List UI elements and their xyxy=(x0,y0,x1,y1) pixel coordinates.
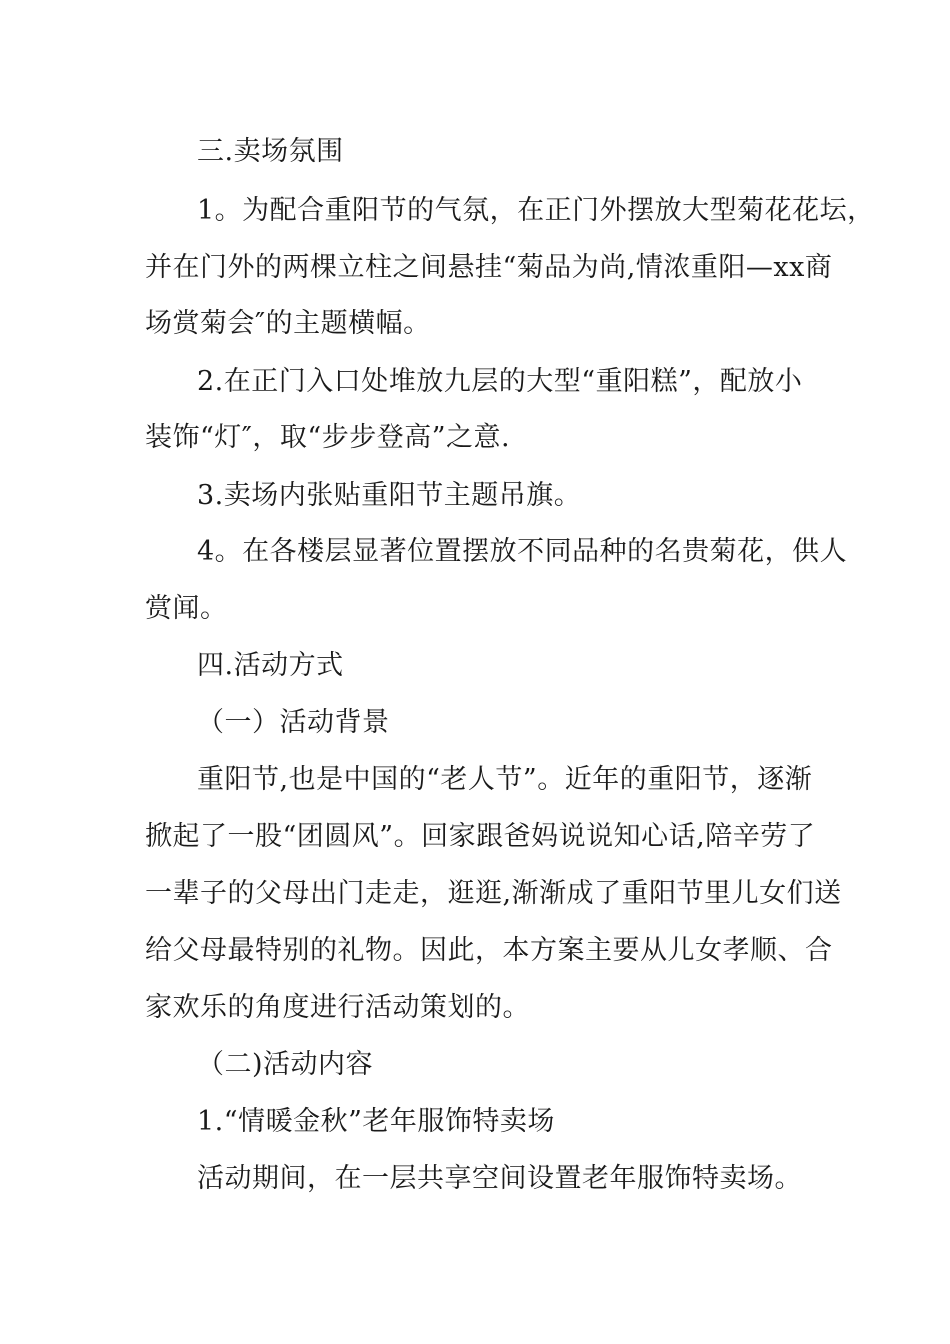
paragraph-line: 装饰“灯″，取“步步登高”之意. xyxy=(145,422,511,453)
paragraph-line: 1。为配合重阳节的气氛，在正门外摆放大型菊花花坛， xyxy=(197,195,875,226)
paragraph-line: 2.在正门入口处堆放九层的大型“重阳糕”，配放小 xyxy=(197,366,803,397)
section-heading-activity-method: 四.活动方式 xyxy=(197,650,344,681)
paragraph-line: 重阳节,也是中国的“老人节”。近年的重阳节，逐渐 xyxy=(197,764,813,795)
paragraph-line: 一辈子的父母出门走走，逛逛,渐渐成了重阳节里儿女们送 xyxy=(145,878,842,909)
subsection-heading-background: （一）活动背景 xyxy=(197,707,390,738)
paragraph-line: 场赏菊会″的主题横幅。 xyxy=(145,308,431,339)
paragraph-line: 家欢乐的角度进行活动策划的。 xyxy=(145,992,530,1023)
paragraph-line: 赏闻。 xyxy=(145,593,228,624)
item-heading-clothing-sale: 1.“情暖金秋”老年服饰特卖场 xyxy=(197,1106,555,1137)
paragraph-line: 给父母最特别的礼物。因此，本方案主要从儿女孝顺、合 xyxy=(145,935,833,966)
paragraph-line: 活动期间，在一层共享空间设置老年服饰特卖场。 xyxy=(197,1163,802,1194)
paragraph-line: 3.卖场内张贴重阳节主题吊旗。 xyxy=(197,480,582,511)
section-heading-store-atmosphere: 三.卖场氛围 xyxy=(197,136,344,167)
paragraph-line: 并在门外的两棵立柱之间悬挂“菊品为尚,情浓重阳—xx商 xyxy=(145,252,833,283)
paragraph-line: 4。在各楼层显著位置摆放不同品种的名贵菊花，供人 xyxy=(197,536,848,567)
paragraph-line: 掀起了一股“团圆风”。回家跟爸妈说说知心话,陪辛劳了 xyxy=(145,821,816,852)
subsection-heading-content: （二)活动内容 xyxy=(197,1049,374,1080)
